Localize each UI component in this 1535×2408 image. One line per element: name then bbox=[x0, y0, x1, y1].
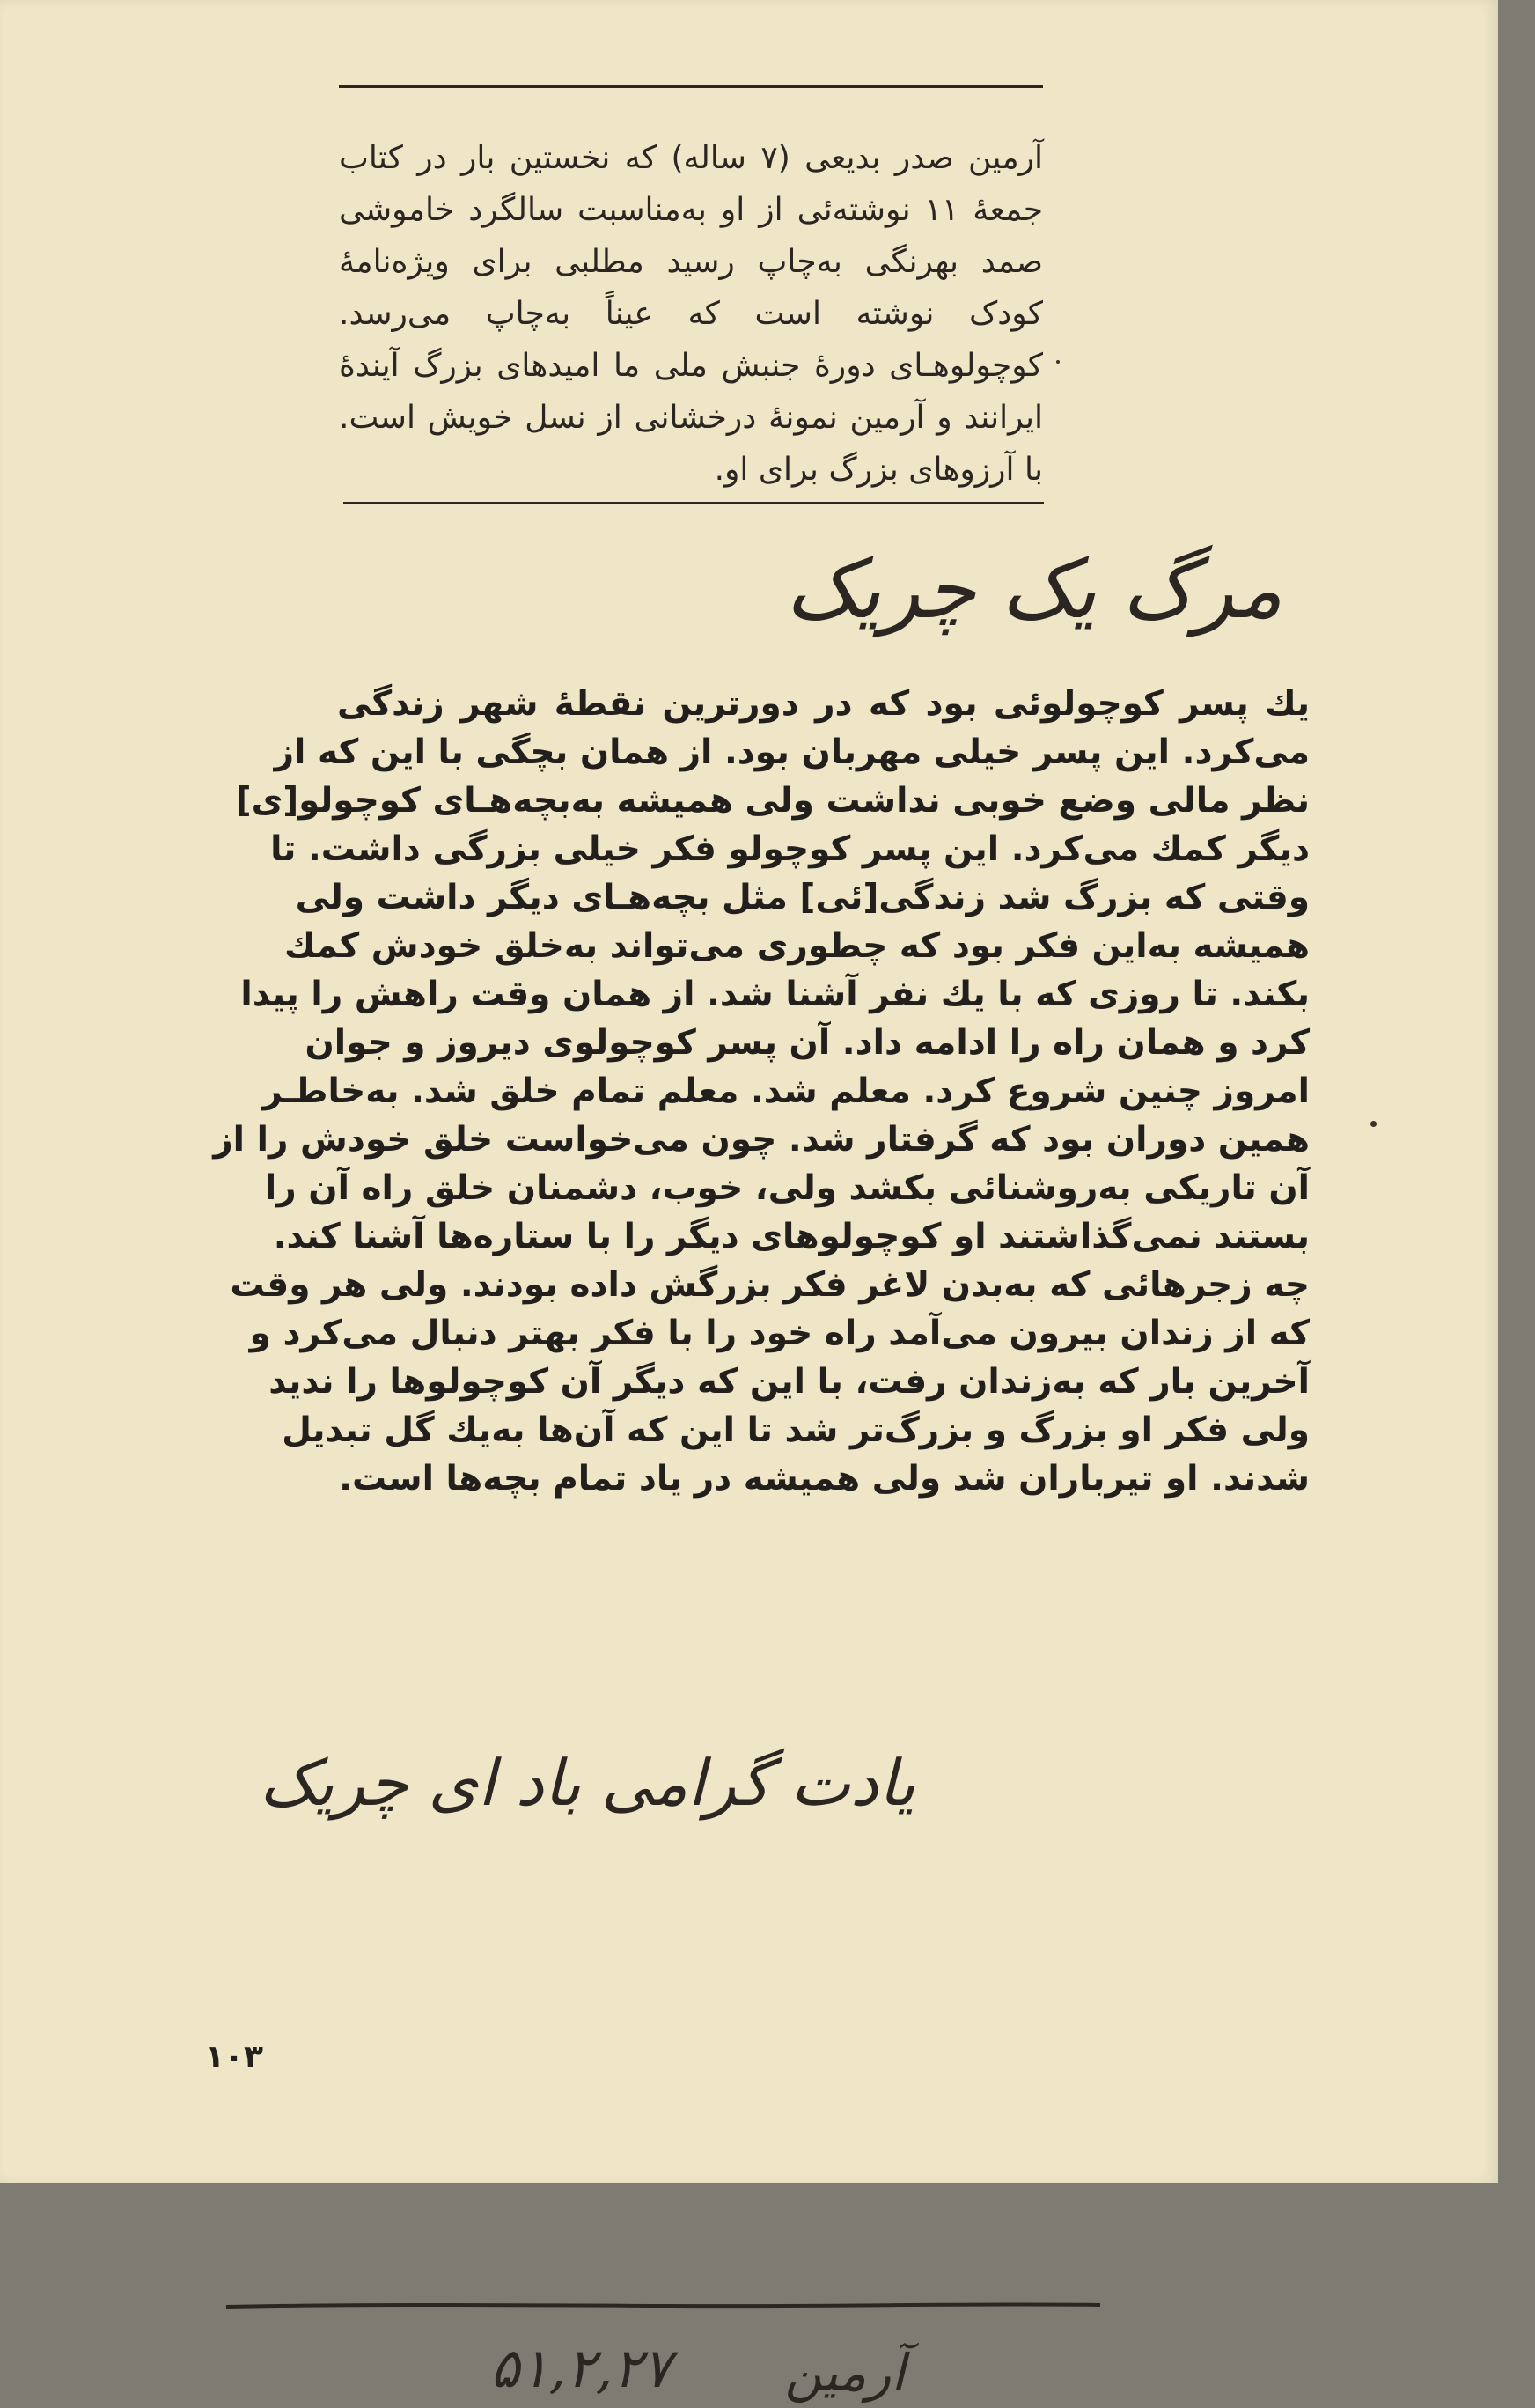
story-body bbox=[213, 680, 1310, 1503]
story-line: که از زندان بیرون می‌آمد راه خود را با فکر بهتر دنبال می‌کرد و bbox=[249, 1314, 1310, 1353]
story-line: نظر مالی وضع خوبی نداشت ولی همیشه به‌بچه‌هـای کوچولو[ی] bbox=[235, 781, 1310, 821]
story-line: همیشه به‌این فکر بود که چطوری می‌تواند به‌خلق خودش کمك bbox=[284, 926, 1310, 966]
story-line: همین دوران بود که گرفتار شد. چون می‌خواست خلق خودش را از bbox=[213, 1120, 1310, 1160]
story-line: امروز چنین شروع کرد. معلم شد. معلم تمام خلق شد. به‌خاطـر bbox=[262, 1071, 1310, 1111]
page-number: ۱۰۳ bbox=[205, 2039, 263, 2075]
story-line: شدند. او تیرباران شد ولی همیشه در یاد تمام بچه‌ها است. bbox=[339, 1459, 1310, 1499]
handwritten-dedication: یادت گرامی باد ای چریک bbox=[259, 1746, 915, 1820]
ink-speck bbox=[1056, 360, 1060, 364]
story-line: بستند نمی‌گذاشتند او کوچولوهای دیگر را با ستاره‌ها آشنا کند. bbox=[273, 1217, 1310, 1256]
story-line: می‌کرد. این پسر خیلی مهربان بود. از همان بچگی با این که از bbox=[274, 733, 1310, 772]
story-line: چه زجرهائی که به‌بدن لاغر فکر بزرگش داده بودند. ولی هر وقت bbox=[230, 1265, 1310, 1305]
story-line: کرد و همان راه را ادامه داد. آن پسر کوچولوی دیروز و جوان bbox=[305, 1023, 1310, 1063]
signature-name: آرمین bbox=[784, 2343, 906, 2403]
story-line: آن تاریکی به‌روشنائی بکشد ولی، خوب، دشمنان خلق راه آن را bbox=[264, 1168, 1310, 1208]
story-line: دیگر کمك می‌کرد. این پسر کوچولو فکر خیلی بزرگی داشت. تا bbox=[270, 829, 1310, 869]
story-line: ولی فکر او بزرگ و بزرگ‌تر شد تا این که آن‌ها به‌یك گل تبدیل bbox=[282, 1410, 1310, 1450]
top-rule bbox=[339, 85, 1043, 88]
story-line: وقتی که بزرگ شد زندگی[ئی] مثل بچه‌هـای دیگر داشت ولی bbox=[295, 878, 1310, 917]
story-line: بکند. تا روزی که با یك نفر آشنا شد. از همان وقت راهش را پیدا bbox=[240, 975, 1310, 1014]
intro-bottom-rule bbox=[343, 502, 1044, 504]
story-line: یك پسر کوچولوئی بود که در دورترین نقطهٔ شهر زندگی bbox=[337, 684, 1310, 724]
ink-speck bbox=[1370, 1121, 1377, 1127]
signature-date: ۵۱,۲,۲۷ bbox=[490, 2336, 672, 2400]
signature-rule-visible bbox=[224, 2294, 1105, 2316]
intro-paragraph: آرمین صدر بدیعی (۷ ساله) که نخستین بار در کتاب جمعهٔ ۱۱ نوشته‌ئی از او به‌مناسبت سالگرد خاموشی صمد بهرنگی به‌چاپ رسید مطلبی برای ویژه‌نامهٔ کودک نوشته است که عیناً به‌چاپ می‌رسد. کوچولوهـای دورهٔ جنبش ملی ما امیدهای بزرگ آیندهٔ ایرانند و آرمین نمونهٔ درخشانی از نسل خویش است. با آرزوهای بزرگ برای او. bbox=[339, 140, 1043, 488]
handwritten-title: مرگ یک چریک bbox=[785, 542, 1283, 637]
story-line: آخرین بار که به‌زندان رفت، با این که دیگر آن کوچولوها را ندید bbox=[268, 1362, 1310, 1402]
